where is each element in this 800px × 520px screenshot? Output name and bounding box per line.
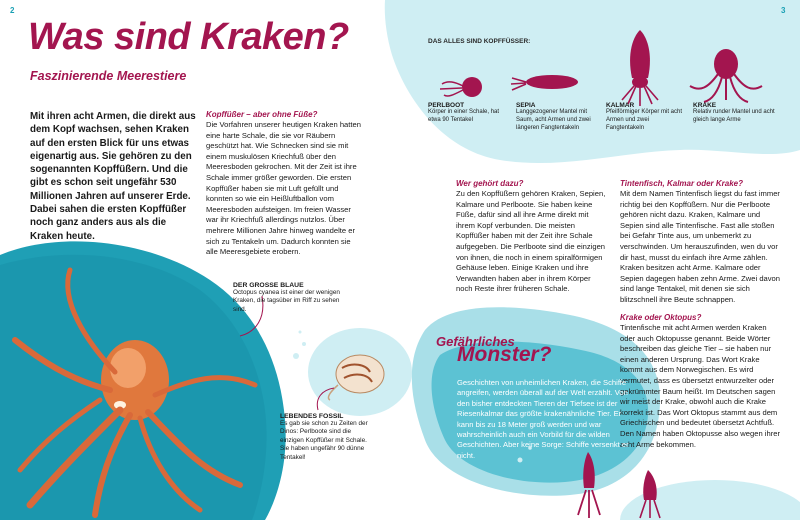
species-text: Langgezogener Mantel mit Saum, acht Armen und zwei längeren Fangtentakeln — [516, 109, 591, 131]
danger-text: Geschichten von unheimlichen Kraken, die Schiffe angreifen, werden überall auf der Welt erzählt. Von den bisher entdeckten Tieren der Tiefsee ist der Riesenkalmar das größte krakenähnliche Tier. Er kann bis zu 18 Meter groß werden und war wahrscheinlich auch ein Vorbild für die wilden Geschichten. Aber keine Sorge: Schiffe versenkt er nicht. — [457, 378, 629, 460]
column-wer-gehoert-dazu — [456, 179, 608, 295]
column-text: Tintenfische mit acht Armen werden Kraken oder auch Oktopusse genannt. Beide Wörter beschreiben das gleiche Tier – sie haben nur einen anderen Ursprung. Das Wort Krake kommt aus dem Norwegischen. Es wird vermutet, dass es übersetzt entwurzelter oder gekrümmter Baum heißt. Im Deutschen sagen wir meist der Krake, obwohl auch die Krake korrekt ist. Das Wort Oktopus stammt aus dem Griechischen und bedeutet übersetzt Achtfuß. Den Namen haben Oktopusse also wegen ihrer acht Arme bekommen. — [620, 323, 780, 449]
species-name: PERLBOOT — [428, 102, 465, 109]
column-heading: Tintenfisch, Kalmar oder Krake? — [620, 179, 743, 188]
caption-grosse-blaue — [233, 282, 343, 314]
species-name: KALMAR — [606, 102, 635, 109]
caption-text: Octopus cyanea ist einer der wenigen Kraken, die tagsüber im Riff zu sehen sind. — [233, 289, 340, 313]
caption-heading: LEBENDES FOSSIL — [280, 413, 344, 420]
species-krake — [693, 102, 778, 125]
species-text: Relativ runder Mantel und acht gleich lange Arme — [693, 109, 775, 123]
page-number-right: 3 — [781, 6, 786, 15]
page-number-left: 2 — [10, 6, 15, 15]
column-text: Die Vorfahren unserer heutigen Kraken hatten eine harte Schale, die sie vor Räubern geschützt hat. Wie Schnecken sind sie mit einem muskulösen Kriechfuß über den Meeresboden gekrochen. Mit der Zeit ist ihre Schale immer größer geworden. Die ersten Kopffüßer haben sie mit Luft gefüllt und konnten so wie ein Heißluftballon vom Meeresboden aufsteigen. Im freien Wasser war ihr Kriechfuß allerdings nutzlos. Über mehrere Millionen Jahre hinweg wandelte er sich zu Tentakeln um. Dadurch konnten sie alle Meeresgebiete erobern. — [206, 120, 361, 257]
column-text: Zu den Kopffüßern gehören Kraken, Sepien, Kalmare und Perlboote. Sie haben keine Füße, dafür sind all ihre Arme direkt mit ihrem Kopf verbunden. Die meisten Kopffüßer haben mit der Zeit ihre Schale aufgegeben. Die Perlboote sind die einzigen von ihnen, die noch in einem spiralförmigen Gehäuse leben. Einige Kraken und ihre Verwandten haben aber in ihrem Körper noch Reste ihrer früheren Schale. — [456, 189, 606, 294]
column-krake-oder-oktopus — [620, 313, 780, 450]
species-title: DAS ALLES SIND KOPFFÜSSER: — [428, 38, 531, 45]
caption-heading: DER GROSSE BLAUE — [233, 282, 304, 289]
danger-heading-large: Monster? — [457, 343, 552, 366]
species-perlboot — [428, 102, 500, 125]
caption-text: Es gab sie schon zu Zeiten der Dinos: Perlboote sind die einzigen Kopffüßer mit Schale. Sie haben ungefähr 90 dünne Tentakel! — [280, 420, 368, 461]
page-title: Was sind Kraken? — [28, 16, 349, 58]
danger-heading-small: Gefährliches — [436, 334, 515, 349]
column-heading: Krake oder Oktopus? — [620, 313, 702, 322]
species-name: KRAKE — [693, 102, 717, 109]
species-text: Körper in einer Schale, hat etwa 90 Tentakel — [428, 109, 500, 123]
column-tintenfisch — [620, 179, 780, 306]
species-kalmar — [606, 102, 688, 132]
column-text: Mit dem Namen Tintenfisch liegst du fast immer richtig bei den Kopffüßern. Nur die Perlboote gehören nicht dazu. Kraken, Kalmare und Sepien sind alle Tintenfische. Fast alle stoßen bei Gefahr Tinte aus, um unbemerkt zu verschwinden. Um herauszufinden, wen du vor dir hast, musst du einfach ihre Arme zählen. Kraken besitzen acht Arme. Kalmare oder Sepien dagegen haben zehn Arme. Zwei davon sind lange Tentakel, mit denen sie sich blitzschnell ihre Beute schnappen. — [620, 189, 781, 304]
species-name: SEPIA — [516, 102, 536, 109]
species-sepia — [516, 102, 594, 132]
column-heading: Wer gehört dazu? — [456, 179, 524, 188]
column-kopffuesser — [206, 110, 364, 258]
species-text: Pfeilförmiger Körper mit acht Armen und zwei Fangtentakeln — [606, 109, 683, 131]
column-heading: Kopffüßer – aber ohne Füße? — [206, 110, 318, 119]
page-subtitle: Faszinierende Meerestiere — [30, 69, 187, 83]
intro-text: Mit ihren acht Armen, die direkt aus dem Kopf wachsen, sehen Kraken auf den ersten Blick für uns etwas eigenartig aus. Sie gehören zu den sogenannten Kopffüßern. Und die gibt es schon seit ungefähr 530 Millionen Jahren auf unserer Erde. Dabei sahen die ersten Kopffüßer noch ganz anders aus als die Kraken heute. — [30, 111, 196, 242]
caption-lebendes-fossil — [280, 413, 370, 462]
